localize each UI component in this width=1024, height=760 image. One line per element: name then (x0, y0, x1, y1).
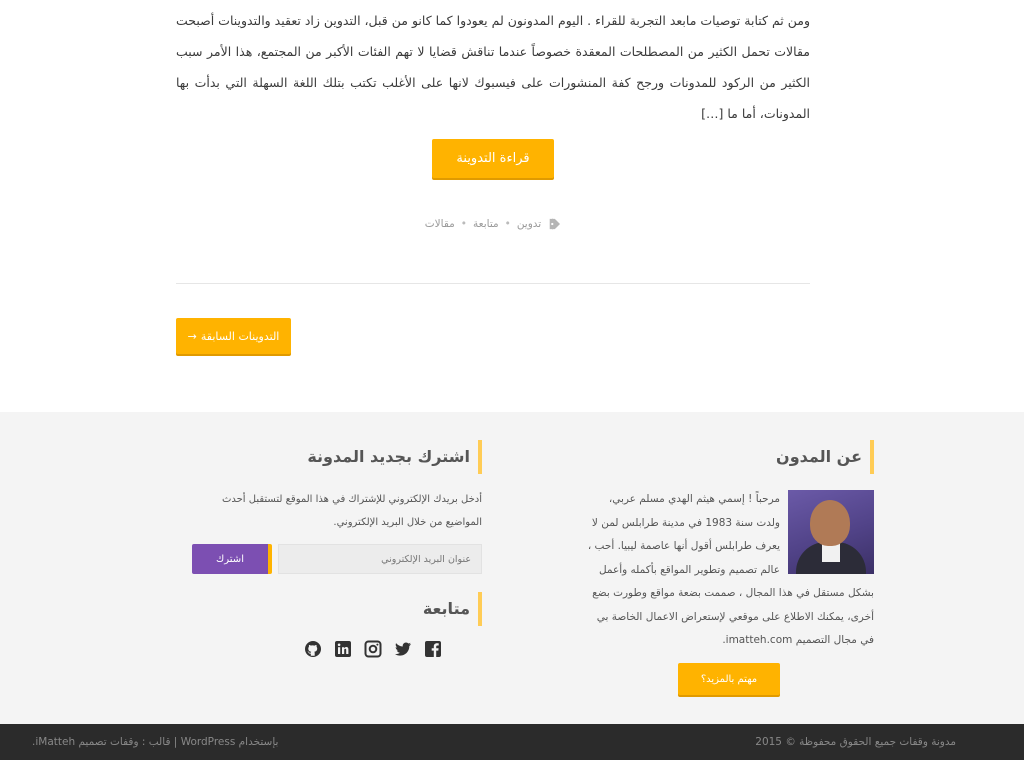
subscribe-button[interactable]: اشترك (192, 544, 272, 574)
bottom-bar (0, 724, 1024, 760)
subscribe-widget-title: اشترك بجديد المدونة (190, 440, 482, 474)
twitter-icon[interactable] (394, 640, 412, 658)
github-icon[interactable] (304, 640, 322, 658)
about-widget-body (582, 488, 874, 653)
tag-separator: • (460, 218, 467, 230)
post-tags (176, 218, 810, 230)
social-links (190, 640, 482, 658)
credits-text: بإستخدام WordPress | قالب : وقفات تصميم iMatteh. (32, 736, 279, 748)
read-post-button[interactable]: قراءة التدوينة (432, 139, 554, 178)
instagram-icon[interactable] (364, 640, 382, 658)
tag-link[interactable]: متابعة (473, 218, 499, 230)
subscribe-description: أدخل بريدك الإلكتروني للإشتراك في هذا الموقع لتستقبل أحدث المواضيع من خلال البريد الإلكتروني. (221, 494, 482, 528)
arrow-left-icon: → (187, 329, 197, 343)
author-avatar (788, 490, 874, 574)
follow-widget-title: متابعة (190, 592, 482, 626)
copyright-text: مدونة وقفات جميع الحقوق محفوظة © 2015 (755, 736, 956, 748)
post-excerpt-section (176, 0, 810, 412)
about-text: مرحباً ! إسمي هيثم الهدي مسلم عربي، ولدت سنة 1983 في مدينة طرابلس لمن لا يعرف طرابلس أقول أنها عاصمة ليبيا. أحب ، عالم تصميم وتطوير المواقع بأكمله وأعمل بشكل مستقل في هذا المجال ، صممت بضعة مواقع وطورت بضع أخرى، يمكنك الاطلاع على موقعي لإستعراض الاعمال الخاصة بي في مجال التصميم imatteh.com. (587, 493, 874, 646)
facebook-icon[interactable] (424, 640, 442, 658)
footer-widgets (0, 412, 1024, 724)
post-excerpt-text: ومن ثم كتابة توصيات مابعد التجربة للقراء . اليوم المدونون لم يعودوا كما كانو من قبل، التدوين زاد تعقيد والتدوينات أصبحت مقالات تحمل الكثير من المصطلحات المعقدة خصوصاً عندما تناقش قضايا لا تهم الفئات الأكبر من المجتمع، هذا الأمر سبب الكثير من الركود للمدونات ورجح كفة المنشورات على فيسبوك لانها على الأغلب تكتب بتلك اللغة السهلة التي بدأت بها المدونات، أما ما […] (176, 13, 810, 121)
email-field[interactable] (278, 544, 482, 574)
tag-link[interactable]: تدوين (516, 218, 542, 230)
subscribe-widget (190, 440, 482, 658)
tag-icon (547, 218, 561, 230)
previous-posts-label: التدوينات السابقة (200, 329, 280, 343)
post-divider (176, 283, 810, 284)
tag-link[interactable]: مقالات (424, 218, 455, 230)
tag-separator: • (504, 218, 511, 230)
previous-posts-button[interactable] (176, 318, 291, 354)
linkedin-icon[interactable] (334, 640, 352, 658)
about-widget (582, 440, 874, 685)
learn-more-button[interactable]: مهتم بالمزيد؟ (678, 663, 780, 695)
subscribe-form (190, 544, 482, 574)
about-widget-title: عن المدون (582, 440, 874, 474)
